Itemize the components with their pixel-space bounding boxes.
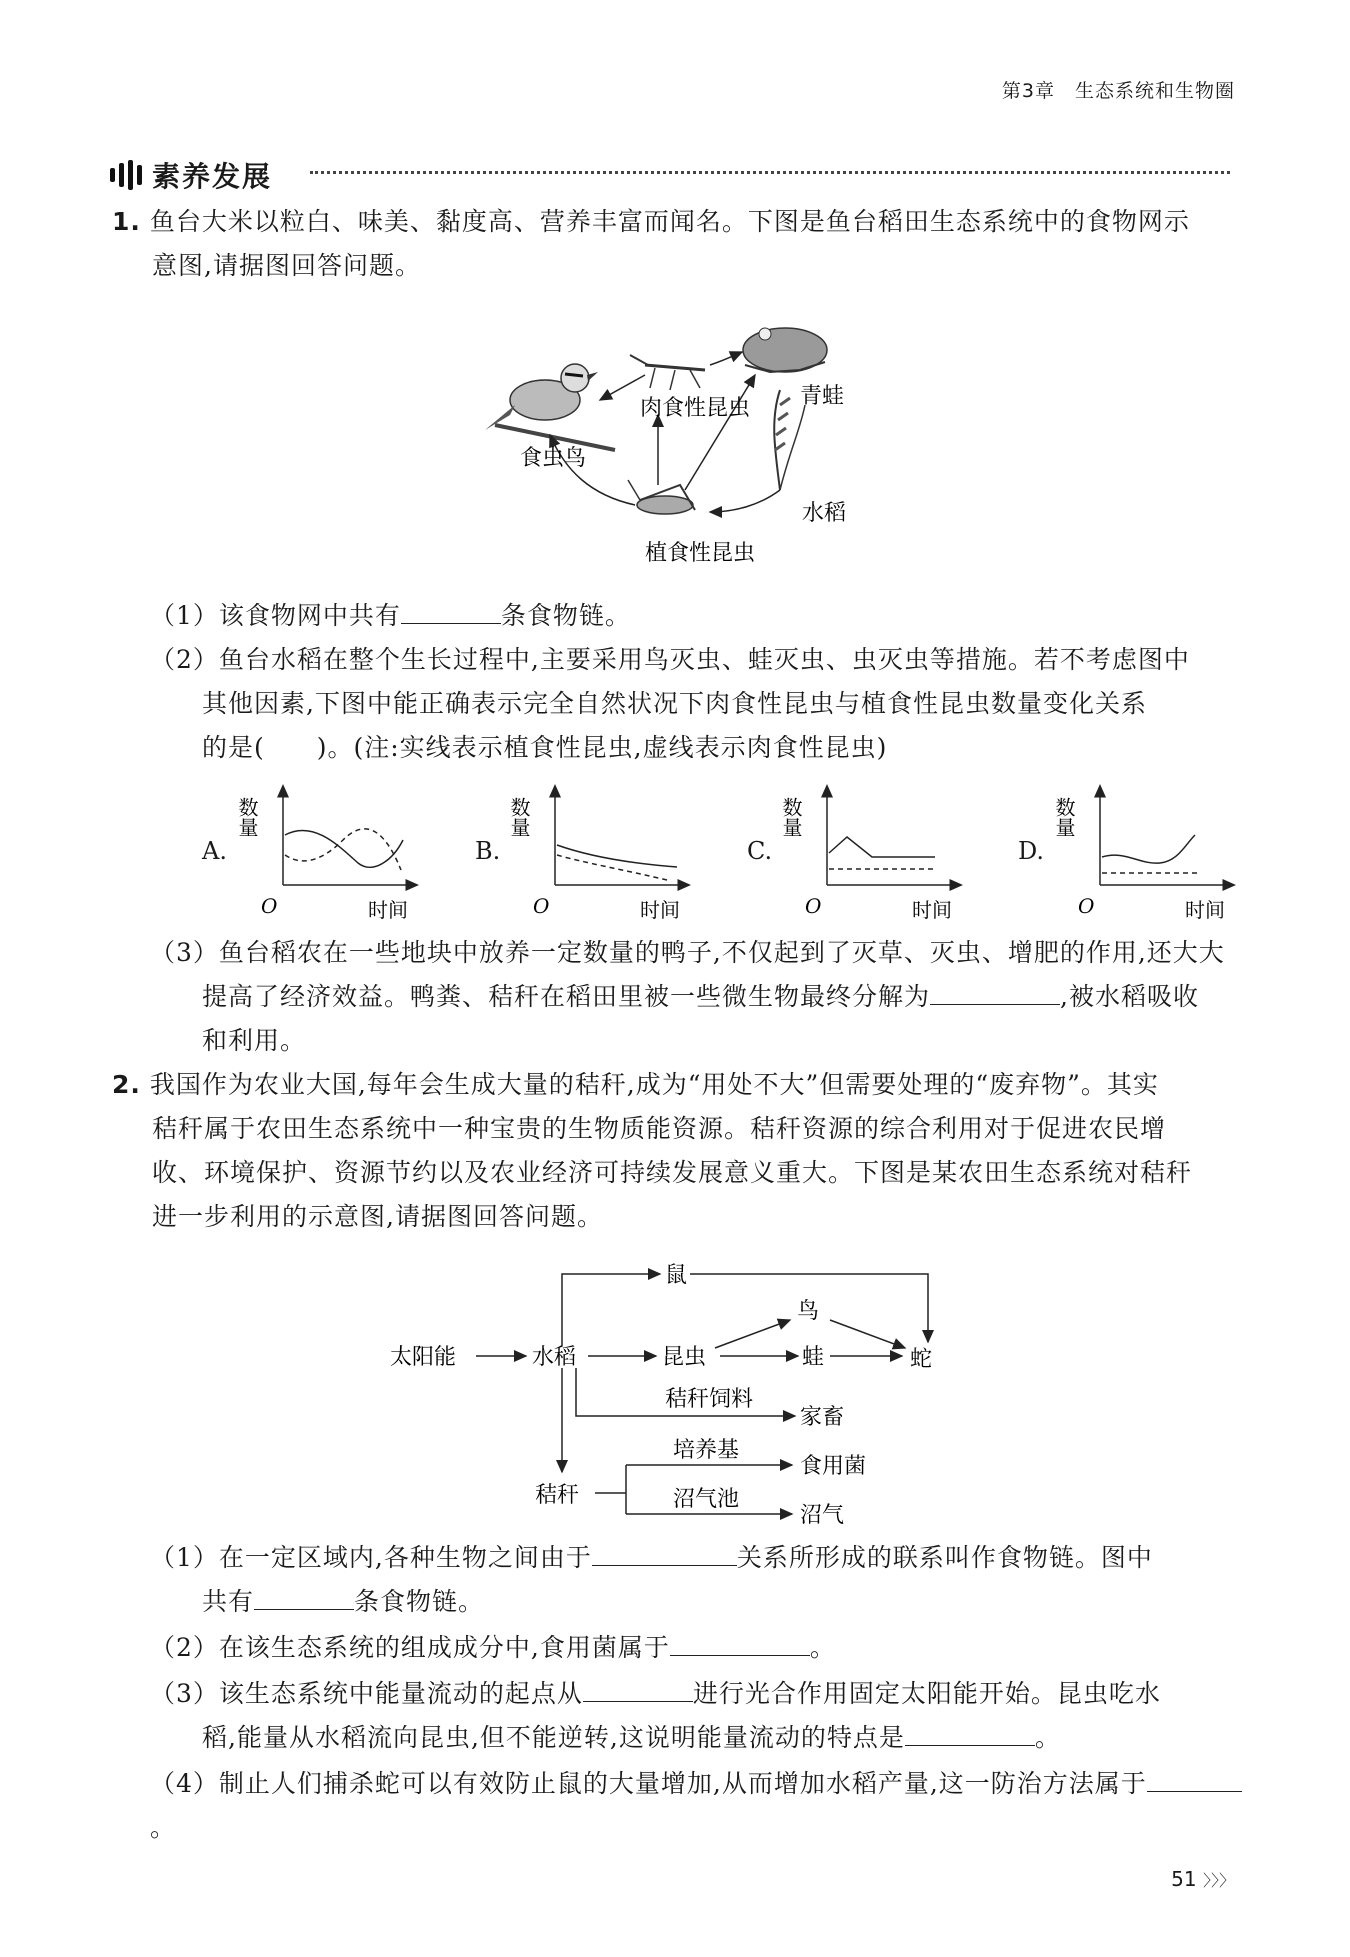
node-bird: 食虫鸟 (520, 446, 587, 471)
option-a-label: A. (202, 837, 227, 865)
q1-sub2-line3: 的是( )。(注:实线表示植食性昆虫,虚线表示肉食性昆虫) (202, 733, 888, 762)
q1-sub2-line2: 其他因素,下图中能正确表示完全自然状况下肉食性昆虫与植食性昆虫数量变化关系 (202, 689, 1147, 718)
option-b-origin: O (533, 894, 550, 918)
q2-sub4 (150, 1762, 1260, 1850)
diag-frog: 蛙 (802, 1345, 825, 1370)
q2-sub3 (150, 1672, 1245, 1760)
q1-sub3-line3: 和利用。 (202, 1026, 307, 1055)
food-web-diagram (480, 320, 880, 585)
q1-stem (112, 200, 1242, 288)
q2-stem-line3: 收、环境保护、资源节约以及农业经济可持续发展意义重大。下图是某农田生态系统对秸秆 (152, 1158, 1193, 1187)
option-c-label: C. (747, 837, 773, 865)
q2-sub1-text-a: （1）在一定区域内,各种生物之间由于 (150, 1543, 592, 1572)
q2-stem-line1: 我国作为农业大国,每年会生成大量的秸秆,成为“用处不大”但需要处理的“废弃物”。其实 (149, 1070, 1159, 1099)
q2-sub3-text-d: 。 (1034, 1723, 1061, 1752)
q2-sub4-text-b: 。 (150, 1813, 177, 1842)
q2-sub3-text-c: 稻,能量从水稻流向昆虫,但不能逆转,这说明能量流动的特点是 (202, 1723, 905, 1752)
rice-illustration (674, 365, 805, 490)
q2-sub3-text-b: 进行光合作用固定太阳能开始。昆虫吃水 (692, 1679, 1161, 1708)
option-d-chart (1052, 785, 1270, 925)
option-b-xlabel: 时间 (640, 898, 680, 922)
section-divider (310, 171, 1230, 174)
option-b-solid-line (557, 845, 677, 867)
q1-sub1 (150, 594, 1240, 638)
diag-biogas: 沼气 (800, 1503, 845, 1528)
option-d-xlabel: 时间 (1185, 898, 1225, 922)
mantis-illustration (630, 355, 705, 390)
q2-sub3-blank2[interactable] (905, 1717, 1035, 1746)
frog-illustration (743, 328, 827, 372)
option-b-chart (507, 785, 725, 925)
option-a-origin: O (261, 894, 278, 918)
node-rice: 水稻 (802, 501, 847, 526)
diag-straw: 秸秆 (535, 1483, 580, 1508)
diag-sun: 太阳能 (390, 1345, 457, 1370)
q1-sub1-text-a: （1）该食物网中共有 (150, 601, 401, 630)
arrow-herb-to-frog (685, 375, 755, 490)
q2-stem-line4: 进一步利用的示意图,请据图回答问题。 (152, 1202, 603, 1231)
option-c-solid-line (829, 837, 935, 857)
q1-number: 1. (112, 207, 141, 236)
q2-number: 2. (112, 1070, 141, 1099)
section-bars-icon (110, 160, 142, 190)
q1-sub1-text-b: 条食物链。 (500, 601, 631, 630)
q1-sub3 (150, 931, 1245, 1063)
option-d-origin: O (1078, 894, 1095, 918)
option-d-label: D. (1018, 837, 1045, 865)
arrow-rice-to-herb (710, 490, 780, 512)
diag-fungus: 食用菌 (800, 1454, 867, 1479)
option-a-chart (235, 785, 453, 925)
q2-sub1-text-b: 关系所形成的联系叫作食物链。图中 (736, 1543, 1153, 1572)
q1-sub3-blank[interactable] (930, 976, 1060, 1005)
q2-sub2 (150, 1626, 1245, 1670)
q1-sub2-line1: （2）鱼台水稻在整个生长过程中,主要采用鸟灭虫、蛙灭虫、虫灭虫等措施。若不考虑图中 (150, 645, 1190, 674)
grasshopper-illustration (628, 480, 695, 514)
option-c-xlabel: 时间 (912, 898, 952, 922)
q2-sub2-text-a: （2）在该生态系统的组成成分中,食用菌属于 (150, 1633, 670, 1662)
option-c-ylabel: 数量 (779, 797, 803, 837)
q1-options (195, 785, 1255, 925)
option-c-chart (779, 785, 997, 925)
q2-sub1-text-d: 条食物链。 (354, 1587, 485, 1616)
option-d-ylabel: 数量 (1052, 797, 1076, 837)
bird-illustration (485, 364, 615, 450)
q2-sub4-blank[interactable] (1147, 1763, 1242, 1792)
section-title-text: 素养发展 (152, 160, 273, 193)
q1-sub3-line1: （3）鱼台稻农在一些地块中放养一定数量的鸭子,不仅起到了灭草、灭虫、增肥的作用,还大大 (150, 938, 1225, 967)
q2-sub1-blank1[interactable] (592, 1537, 737, 1566)
diag-feed: 秸秆饲料 (665, 1387, 754, 1412)
q1-stem-line1: 鱼台大米以粒白、味美、黏度高、营养丰富而闻名。下图是鱼台稻田生态系统中的食物网示 (149, 207, 1190, 236)
option-a-solid-line (285, 830, 403, 867)
q2-sub4-text-a: （4）制止人们捕杀蛇可以有效防止鼠的大量增加,从而增加水稻产量,这一防治方法属于 (150, 1769, 1147, 1798)
q2-stem (112, 1063, 1247, 1239)
page-number (1171, 1867, 1235, 1891)
diag-pool: 沼气池 (673, 1487, 740, 1512)
diag-mouse: 鼠 (665, 1263, 688, 1288)
q2-sub3-text-a: （3）该生态系统中能量流动的起点从 (150, 1679, 583, 1708)
q2-stem-line2: 秸秆属于农田生态系统中一种宝贵的生物质能资源。秸秆资源的综合利用对于促进农民增 (152, 1114, 1167, 1143)
q1-sub3-line2a: 提高了经济效益。鸭粪、秸秆在稻田里被一些微生物最终分解为 (202, 982, 931, 1011)
arrow-insect-to-frog (710, 352, 742, 365)
option-a-ylabel: 数量 (235, 797, 259, 837)
q2-sub1 (150, 1536, 1245, 1624)
diag-medium: 培养基 (673, 1438, 740, 1463)
section-title (110, 155, 272, 195)
q2-sub1-text-c: 共有 (202, 1587, 255, 1616)
q1-sub2 (150, 638, 1245, 770)
q1-sub3-line2b: ,被水稻吸收 (1060, 982, 1199, 1011)
node-herbivore-insect: 植食性昆虫 (645, 541, 756, 566)
option-a-xlabel: 时间 (368, 898, 408, 922)
page-number-value: 51 (1171, 1867, 1197, 1891)
option-c-origin: O (805, 894, 822, 918)
q2-sub2-blank[interactable] (670, 1627, 810, 1656)
arrow-insect-to-bird (600, 375, 645, 400)
q1-stem-line2: 意图,请据图回答问题。 (152, 251, 421, 280)
diag-insect: 昆虫 (662, 1345, 707, 1370)
diag-livestock: 家畜 (800, 1405, 845, 1430)
node-frog: 青蛙 (800, 384, 845, 409)
q2-sub1-blank2[interactable] (254, 1581, 354, 1610)
page-arrows-icon: 〉〉〉 (1202, 1871, 1235, 1890)
q2-sub3-blank1[interactable] (583, 1673, 693, 1702)
straw-diagram (390, 1250, 970, 1535)
q2-sub2-text-b: 。 (809, 1633, 836, 1662)
option-b-label: B. (475, 837, 501, 865)
q1-sub1-blank[interactable] (401, 595, 501, 624)
diag-rice: 水稻 (532, 1345, 577, 1370)
chapter-header: 第3章 生态系统和生物圈 (1001, 80, 1235, 102)
node-carnivore-insect: 肉食性昆虫 (640, 396, 751, 421)
option-d-solid-line (1102, 835, 1195, 863)
option-b-ylabel: 数量 (507, 797, 531, 837)
diag-snake: 蛇 (910, 1347, 933, 1372)
diag-bird: 鸟 (797, 1299, 820, 1324)
